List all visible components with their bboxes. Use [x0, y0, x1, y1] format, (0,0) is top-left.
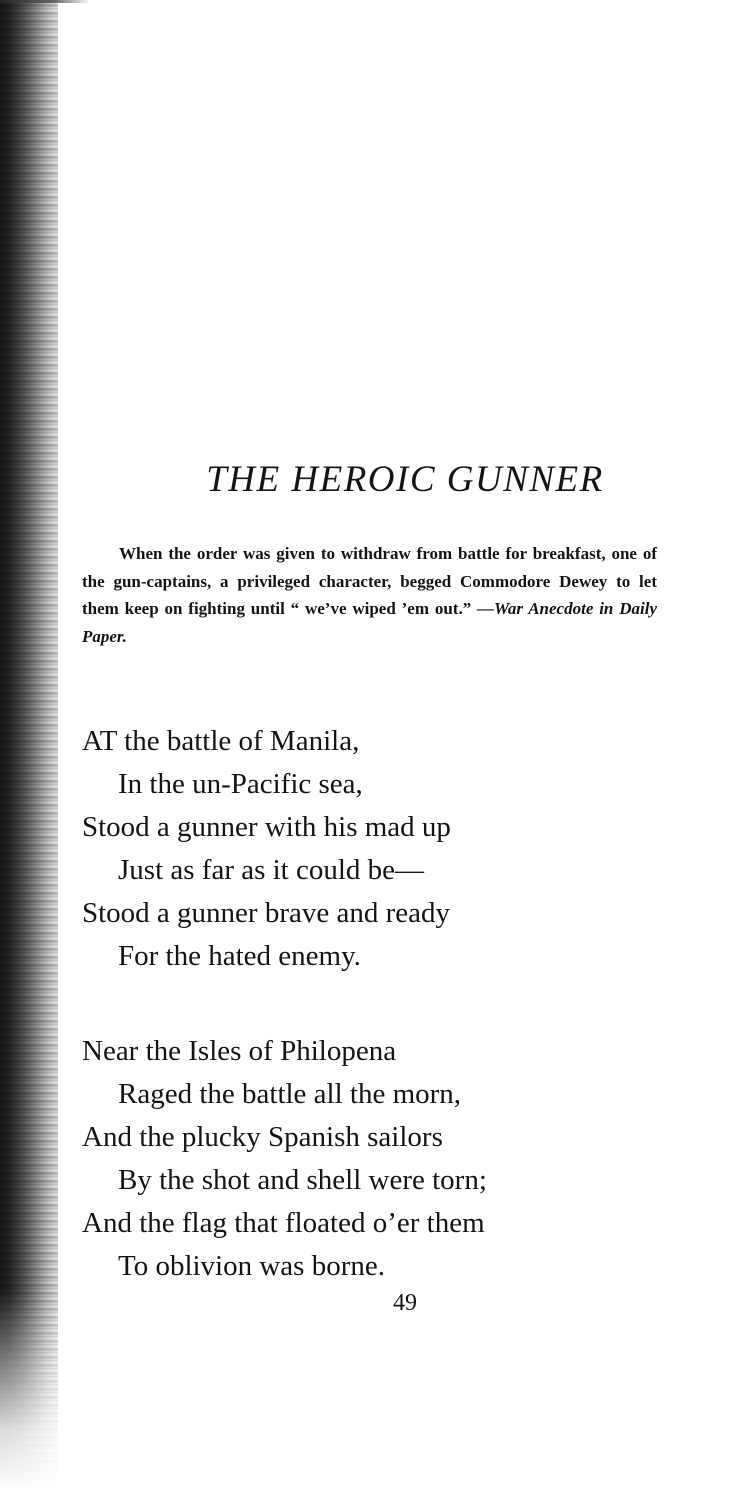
verse-line: Stood a gunner with his mad up — [82, 811, 451, 843]
page-edge-mark — [0, 0, 90, 3]
epigraph-source: —War Anecdote in Daily Paper. — [82, 599, 657, 646]
verse-line: To oblivion was borne. — [118, 1250, 385, 1282]
verse-line: In the un-Pacific sea, — [118, 768, 363, 800]
verse-line: Just as far as it could be— — [118, 854, 425, 886]
verse-line: By the shot and shell were torn; — [118, 1164, 487, 1196]
verse-line: Stood a gunner brave and ready — [82, 897, 451, 929]
verse-line: Near the Isles of Philopena — [82, 1035, 397, 1067]
verse-line: And the flag that floated o’er them — [82, 1207, 485, 1239]
verse-line: And the plucky Spanish sailors — [82, 1121, 443, 1153]
verse-line: Raged the battle all the morn, — [118, 1078, 462, 1110]
epigraph — [82, 540, 657, 650]
epigraph-text: When the order was given to withdraw from battle for breakfast, one of the gun-captains, a privileged character, begged Commodore Dewey to let them keep on fighting until “ we’ve wiped ’em out.” — [82, 544, 657, 618]
poem-title: THE HEROIC GUNNER — [206, 459, 604, 500]
verse-line: AT the battle of Manila, — [82, 725, 360, 757]
stanza-1 — [82, 720, 682, 978]
binding-gutter-shadow — [0, 0, 58, 1492]
page-number: 49 — [393, 1290, 417, 1316]
stanza-2 — [82, 1030, 682, 1288]
verse-line: For the hated enemy. — [118, 940, 361, 972]
binding-gutter-fade — [0, 1290, 58, 1492]
